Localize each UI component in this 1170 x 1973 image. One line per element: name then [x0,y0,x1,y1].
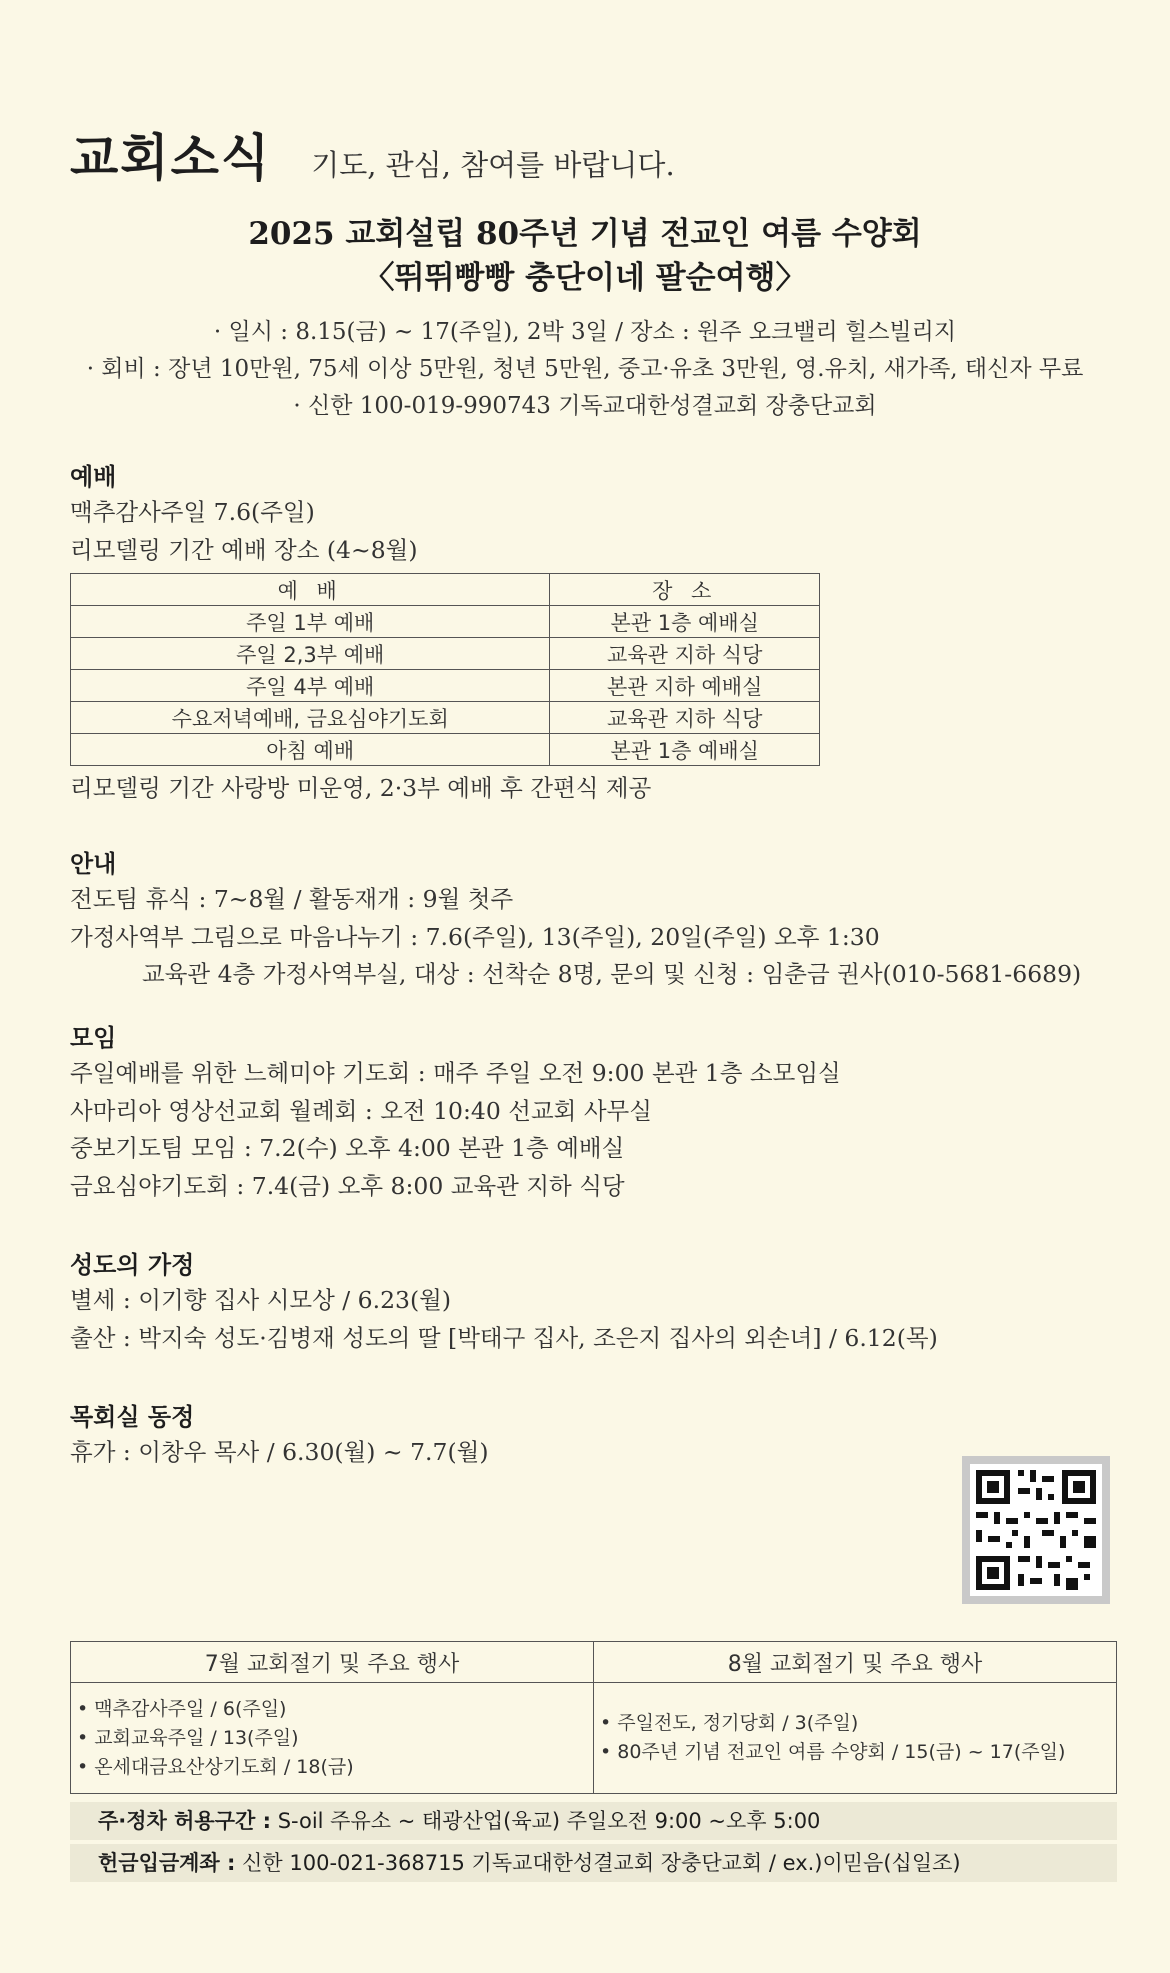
table-cell: 교육관 지하 식당 [550,638,820,670]
table-cell: 주일 2,3부 예배 [71,638,550,670]
page-header [70,118,675,190]
table-header-row [71,574,820,606]
text-line: 별세 : 이기향 집사 시모상 / 6.23(월) [70,1286,452,1314]
table-cell: 본관 지하 예배실 [550,670,820,702]
text-line: 주일예배를 위한 느헤미야 기도회 : 매주 주일 오전 9:00 본관 1층 소모임실 [70,1059,841,1087]
text-line: 리모델링 기간 예배 장소 (4~8월) [70,535,418,564]
account-label: 헌금입금계좌 : [98,1851,236,1875]
table-row [71,638,820,670]
parking-label: 주·정차 허용구간 : [98,1809,271,1833]
parking-info [70,1802,1117,1840]
offering-account-info [70,1844,1117,1882]
text-line: 맥추감사주일 7.6(주일) [70,498,315,526]
table-cell: 본관 1층 예배실 [550,606,820,638]
column-header: 예 배 [71,574,550,606]
qr-code-icon[interactable] [962,1456,1110,1604]
text-line: 교육관 4층 가정사역부실, 대상 : 선착순 8명, 문의 및 신청 : 임춘금 권사(010-5681-6689) [142,960,1082,988]
section-heading: 성도의 가정 [70,1251,195,1279]
retreat-schedule: · 일시 : 8.15(금) ~ 17(주일), 2박 3일 / 장소 : 원주 오크밸리 힐스빌리지 [213,319,957,345]
text-line: 전도팀 휴식 : 7~8월 / 활동재개 : 9월 첫주 [70,885,514,913]
text-line: 금요심야기도회 : 7.4(금) 오후 8:00 교육관 지하 식당 [70,1171,625,1200]
table-cell: 아침 예배 [71,734,550,766]
text-line: 사마리아 영상선교회 월례회 : 오전 10:40 선교회 사무실 [70,1096,652,1125]
footer-info [70,1802,1117,1886]
table-cell: 수요저녁예배, 금요심야기도회 [71,702,550,734]
column-header: 7월 교회절기 및 주요 행사 [71,1642,594,1683]
retreat-info [0,314,1170,425]
section-heading: 예배 [70,463,117,491]
text-line: 출산 : 박지숙 성도·김병재 성도의 딸 [박태구 집사, 조은지 집사의 외손녀] / 6.12(목) [70,1323,938,1352]
retreat-title: 2025 교회설립 80주년 기념 전교인 여름 수양회 [248,216,922,252]
parking-text: S-oil 주유소 ~ 태광산업(육교) 주일오전 9:00 ~오후 5:00 [277,1809,821,1833]
text-line: 휴가 : 이창우 목사 / 6.30(월) ~ 7.7(월) [70,1438,489,1466]
table-header-row [71,1642,1117,1683]
table-cell: 본관 1층 예배실 [550,734,820,766]
column-header: 장 소 [550,574,820,606]
section-heading: 모임 [70,1024,117,1052]
retreat-subtitle: 〈뛰뛰빵빵 충단이네 팔순여행〉 [363,260,807,296]
text-line: 중보기도팀 모임 : 7.2(수) 오후 4:00 본관 1층 예배실 [70,1134,625,1162]
worship-note: 리모델링 기간 사랑방 미운영, 2·3부 예배 후 간편식 제공 [70,774,652,802]
worship-section [70,460,1120,808]
list-item: • 맥추감사주일 / 6(주일) [77,1697,287,1720]
table-row [71,734,820,766]
table-row [71,670,820,702]
table-row [71,702,820,734]
events-table [70,1641,1117,1794]
list-item: • 온세대금요산상기도회 / 18(금) [77,1755,354,1778]
family-section [70,1248,1120,1357]
table-cell: 주일 1부 예배 [71,606,550,638]
retreat-announcement [0,212,1170,425]
list-item: • 교회교육주일 / 13(주일) [77,1726,299,1749]
worship-location-table [70,573,820,766]
table-cell: 교육관 지하 식당 [550,702,820,734]
section-heading: 안내 [70,850,117,878]
column-header: 8월 교회절기 및 주요 행사 [594,1642,1117,1683]
table-row [71,1683,1117,1794]
retreat-fee: · 회비 : 장년 10만원, 75세 이상 5만원, 청년 5만원, 중고·유초 3만원, 영.유치, 새가족, 태신자 무료 [86,356,1084,382]
page-subtitle: 기도, 관심, 참여를 바랍니다. [311,148,675,182]
retreat-account: · 신한 100-019-990743 기독교대한성결교회 장충단교회 [293,393,877,419]
section-heading: 목회실 동정 [70,1403,195,1431]
table-row [71,606,820,638]
table-cell: 주일 4부 예배 [71,670,550,702]
account-text: 신한 100-021-368715 기독교대한성결교회 장충단교회 / ex.)이믿음(십일조) [242,1851,961,1875]
july-events-cell [71,1683,594,1794]
notice-section [70,847,1120,994]
meetings-section [70,1021,1120,1205]
list-item: • 주일전도, 정기당회 / 3(주일) [600,1712,859,1734]
text-line: 가정사역부 그림으로 마음나누기 : 7.6(주일), 13(주일), 20일(주일) 오후 1:30 [70,922,880,951]
august-events-cell [594,1683,1117,1794]
page-title: 교회소식 [70,129,272,187]
list-item: • 80주년 기념 전교인 여름 수양회 / 15(금) ~ 17(주일) [600,1741,1066,1763]
